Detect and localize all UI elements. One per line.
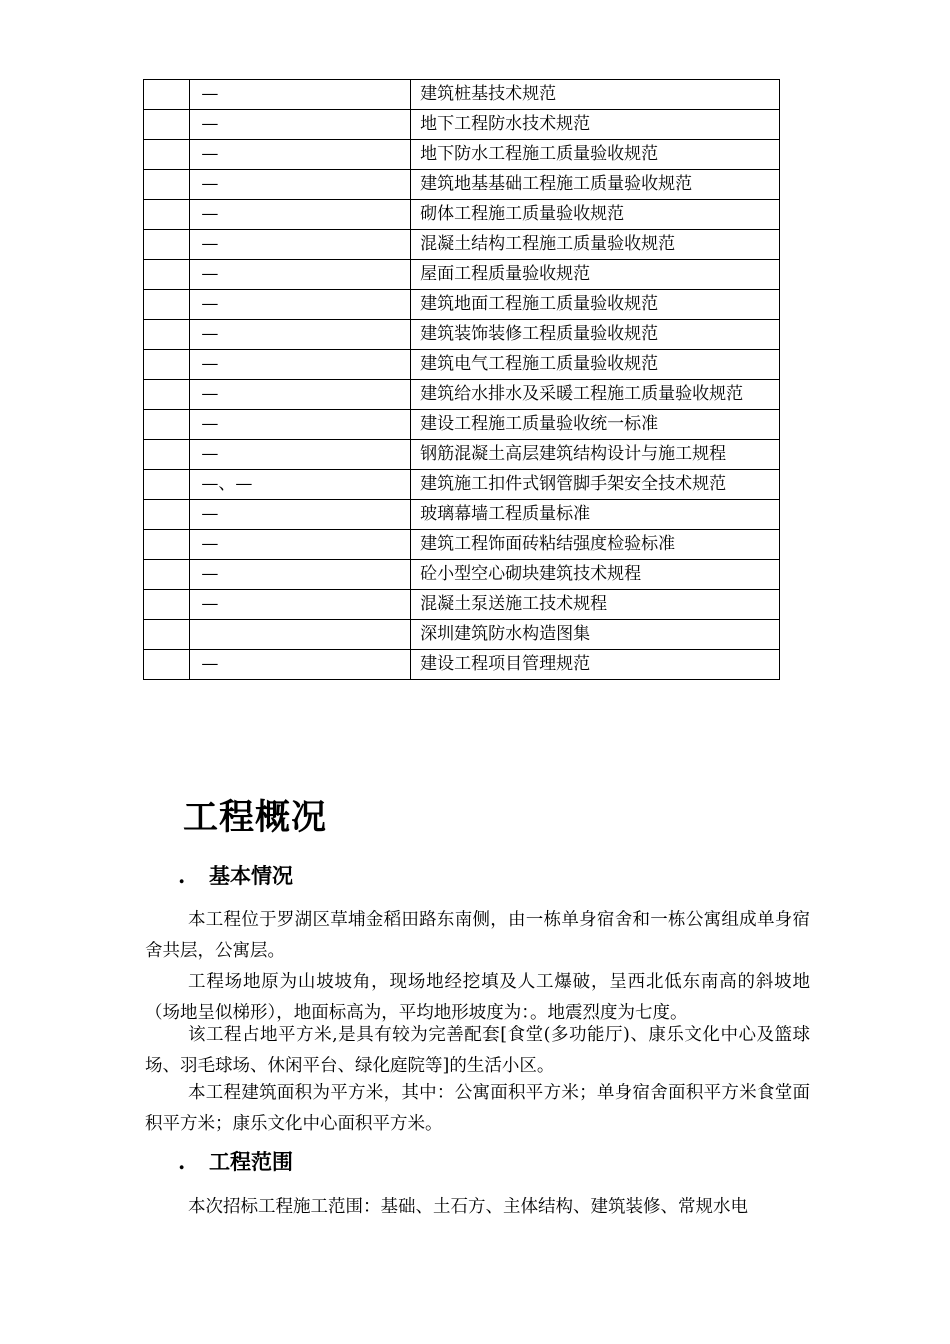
table-row — [144, 650, 780, 680]
standard-code: — — [190, 350, 411, 380]
standard-name: 建筑工程饰面砖粘结强度检验标准 — [411, 530, 780, 560]
table-row — [144, 110, 780, 140]
standard-name: 深圳建筑防水构造图集 — [411, 620, 780, 650]
table-cell-blank — [144, 170, 190, 200]
standard-code: — — [190, 260, 411, 290]
table-row — [144, 590, 780, 620]
standard-name: 屋面工程质量验收规范 — [411, 260, 780, 290]
table-cell-blank — [144, 410, 190, 440]
standard-code: —、— — [190, 470, 411, 500]
standard-code: — — [190, 140, 411, 170]
table-cell-blank — [144, 200, 190, 230]
table-cell-blank — [144, 470, 190, 500]
standards-table — [143, 79, 780, 680]
table-cell-blank — [144, 260, 190, 290]
table-row — [144, 80, 780, 110]
table-cell-blank — [144, 650, 190, 680]
standard-code: — — [190, 410, 411, 440]
standard-code: — — [190, 320, 411, 350]
standard-name: 地下工程防水技术规范 — [411, 110, 780, 140]
paragraph: 工程场地原为山坡坡角，现场地经挖填及人工爆破，呈西北低东南高的斜坡地（场地呈似梯形），地面标高为，平均地形坡度为：。地震烈度为七度。 — [145, 972, 810, 1023]
table-cell-blank — [144, 350, 190, 380]
subsection-title: 工程范围 — [209, 1149, 293, 1174]
standard-name: 地下防水工程施工质量验收规范 — [411, 140, 780, 170]
table-row — [144, 530, 780, 560]
table-row — [144, 500, 780, 530]
standard-code: — — [190, 590, 411, 620]
table-row — [144, 170, 780, 200]
section-title: 工程概况 — [183, 797, 328, 838]
table-cell-blank — [144, 590, 190, 620]
subsection-heading-scope — [178, 1147, 293, 1177]
standard-name: 混凝土结构工程施工质量验收规范 — [411, 230, 780, 260]
standard-code: — — [190, 380, 411, 410]
subsection-title: 基本情况 — [209, 863, 293, 888]
standard-name: 建筑施工扣件式钢管脚手架安全技术规范 — [411, 470, 780, 500]
table-cell-blank — [144, 320, 190, 350]
subsection-number: . — [178, 863, 186, 888]
table-cell-blank — [144, 440, 190, 470]
table-row — [144, 380, 780, 410]
standard-name: 建设工程项目管理规范 — [411, 650, 780, 680]
standard-name: 混凝土泵送施工技术规程 — [411, 590, 780, 620]
standard-code: — — [190, 560, 411, 590]
table-row — [144, 140, 780, 170]
table-cell-blank — [144, 560, 190, 590]
table-cell-blank — [144, 500, 190, 530]
paragraph: 本工程位于罗湖区草埔金稻田路东南侧，由一栋单身宿舍和一栋公寓组成单身宿舍共层，公寓层。 — [145, 910, 810, 961]
standard-name: 建筑地基基础工程施工质量验收规范 — [411, 170, 780, 200]
standard-name: 钢筋混凝土高层建筑结构设计与施工规程 — [411, 440, 780, 470]
table-row — [144, 290, 780, 320]
table-row — [144, 260, 780, 290]
standard-name: 建筑给水排水及采暖工程施工质量验收规范 — [411, 380, 780, 410]
standard-code: — — [190, 230, 411, 260]
standard-name: 建筑桩基技术规范 — [411, 80, 780, 110]
table-cell-blank — [144, 530, 190, 560]
table-row — [144, 410, 780, 440]
table-cell-blank — [144, 620, 190, 650]
standard-code: — — [190, 290, 411, 320]
table-row — [144, 200, 780, 230]
standard-code: — — [190, 530, 411, 560]
standard-code: — — [190, 170, 411, 200]
table-row — [144, 440, 780, 470]
paragraph: 本次招标工程施工范围：基础、土石方、主体结构、建筑装修、常规水电 — [188, 1197, 748, 1217]
table-cell-blank — [144, 380, 190, 410]
table-row — [144, 470, 780, 500]
table-row — [144, 320, 780, 350]
standard-code — [190, 620, 411, 650]
standard-name: 建筑装饰装修工程质量验收规范 — [411, 320, 780, 350]
paragraph: 该工程占地平方米,是具有较为完善配套[食堂(多功能厅)、康乐文化中心及篮球场、羽毛球场、休闲平台、绿化庭院等]的生活小区。 — [145, 1025, 810, 1076]
standard-name: 玻璃幕墙工程质量标准 — [411, 500, 780, 530]
standard-name: 砼小型空心砌块建筑技术规程 — [411, 560, 780, 590]
table-row — [144, 560, 780, 590]
table-cell-blank — [144, 230, 190, 260]
standard-name: 建设工程施工质量验收统一标准 — [411, 410, 780, 440]
paragraph: 本工程建筑面积为平方米，其中：公寓面积平方米；单身宿舍面积平方米食堂面积平方米；康乐文化中心面积平方米。 — [145, 1083, 810, 1134]
subsection-heading-basic — [178, 861, 293, 891]
standard-code: — — [190, 80, 411, 110]
standard-name: 建筑地面工程施工质量验收规范 — [411, 290, 780, 320]
standard-code: — — [190, 500, 411, 530]
standard-code: — — [190, 650, 411, 680]
standard-name: 建筑电气工程施工质量验收规范 — [411, 350, 780, 380]
subsection-number: . — [178, 1149, 186, 1174]
standard-name: 砌体工程施工质量验收规范 — [411, 200, 780, 230]
standard-code: — — [190, 200, 411, 230]
table-row — [144, 230, 780, 260]
table-cell-blank — [144, 290, 190, 320]
table-row — [144, 620, 780, 650]
table-cell-blank — [144, 110, 190, 140]
standard-code: — — [190, 440, 411, 470]
standard-code: — — [190, 110, 411, 140]
table-cell-blank — [144, 140, 190, 170]
table-row — [144, 350, 780, 380]
table-cell-blank — [144, 80, 190, 110]
